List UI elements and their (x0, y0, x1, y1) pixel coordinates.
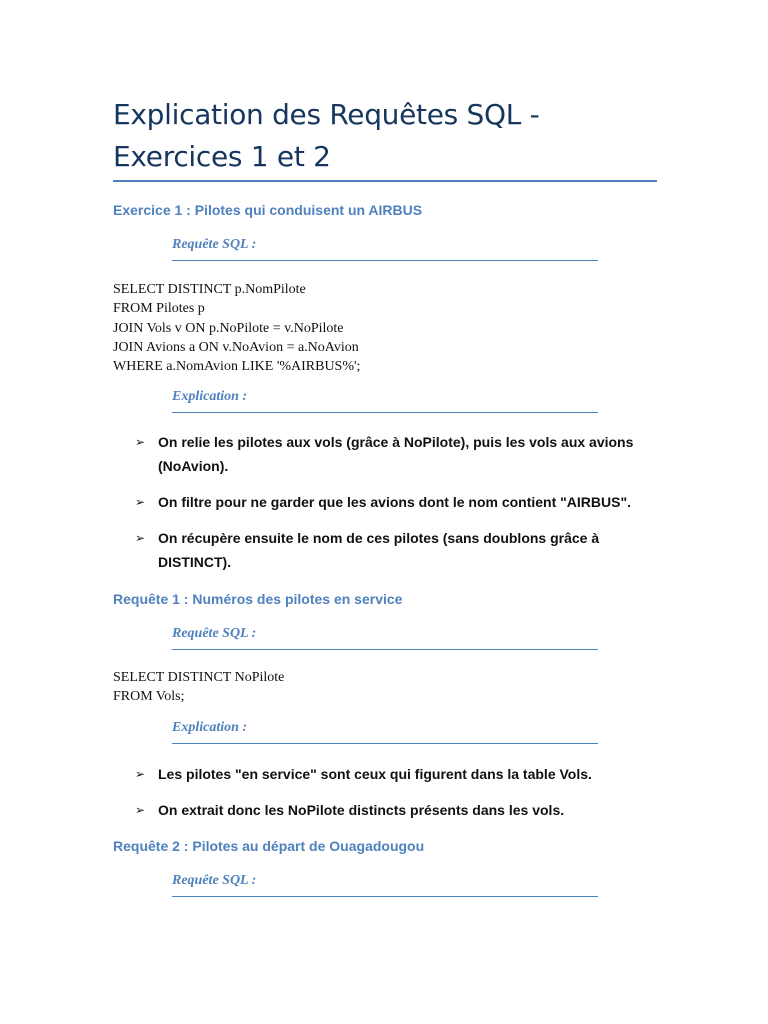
explanation-list-requete-1 (135, 762, 645, 822)
bullet-text: On filtre pour ne garder que les avions dont le nom contient "AIRBUS". (158, 494, 631, 510)
sql-line: SELECT DISTINCT p.NomPilote (113, 282, 306, 297)
arrow-bullet-icon: ➢ (135, 495, 146, 509)
explanation-list-exercice-1 (135, 430, 645, 574)
document-title-line-1: Explication des Requêtes SQL - (113, 98, 540, 131)
section-heading-exercice-1: Exercice 1 : Pilotes qui conduisent un AIRBUS (113, 202, 423, 218)
title-underline (113, 180, 657, 182)
sql-line: JOIN Vols v ON p.NoPilote = v.NoPilote (113, 320, 344, 336)
list-item (135, 526, 645, 574)
section-heading-requete-2: Requête 2 : Pilotes au départ de Ouagadougou (113, 838, 425, 854)
arrow-bullet-icon: ➢ (135, 803, 146, 817)
section-heading-requete-1: Requête 1 : Numéros des pilotes en service (113, 591, 403, 607)
sql-line: SELECT DISTINCT NoPilote (113, 670, 285, 685)
bullet-text: On extrait donc les NoPilote distincts présents dans les vols. (158, 802, 565, 818)
arrow-bullet-icon: ➢ (135, 435, 146, 449)
list-item (135, 798, 645, 822)
sql-line: JOIN Avions a ON v.NoAvion = a.NoAvion (113, 339, 359, 355)
sql-line: FROM Pilotes p (113, 301, 205, 317)
sql-label-requete-1: Requête SQL : (172, 626, 598, 650)
bullet-text: On récupère ensuite le nom de ces pilotes (sans doublons grâce à DISTINCT). (158, 530, 600, 570)
bullet-text: Les pilotes "en service" sont ceux qui figurent dans la table Vols. (158, 766, 592, 782)
document-title-line-2: Exercices 1 et 2 (113, 140, 331, 173)
sql-code-requete-1 (113, 668, 284, 707)
explanation-label-requete-1: Explication : (172, 720, 598, 744)
explanation-label-exercice-1: Explication : (172, 389, 598, 413)
sql-line: WHERE a.NomAvion LIKE '%AIRBUS%'; (113, 359, 361, 375)
arrow-bullet-icon: ➢ (135, 767, 146, 781)
arrow-bullet-icon: ➢ (135, 531, 146, 545)
document-title (113, 94, 673, 178)
list-item (135, 430, 645, 478)
sql-label-requete-2: Requête SQL : (172, 873, 598, 897)
sql-code-exercice-1 (113, 280, 360, 376)
sql-line: FROM Vols; (113, 689, 185, 705)
list-item (135, 762, 645, 786)
bullet-text: On relie les pilotes aux vols (grâce à NoPilote), puis les vols aux avions (NoAvion). (158, 434, 634, 474)
list-item (135, 490, 645, 514)
sql-label-exercice-1: Requête SQL : (172, 237, 598, 261)
